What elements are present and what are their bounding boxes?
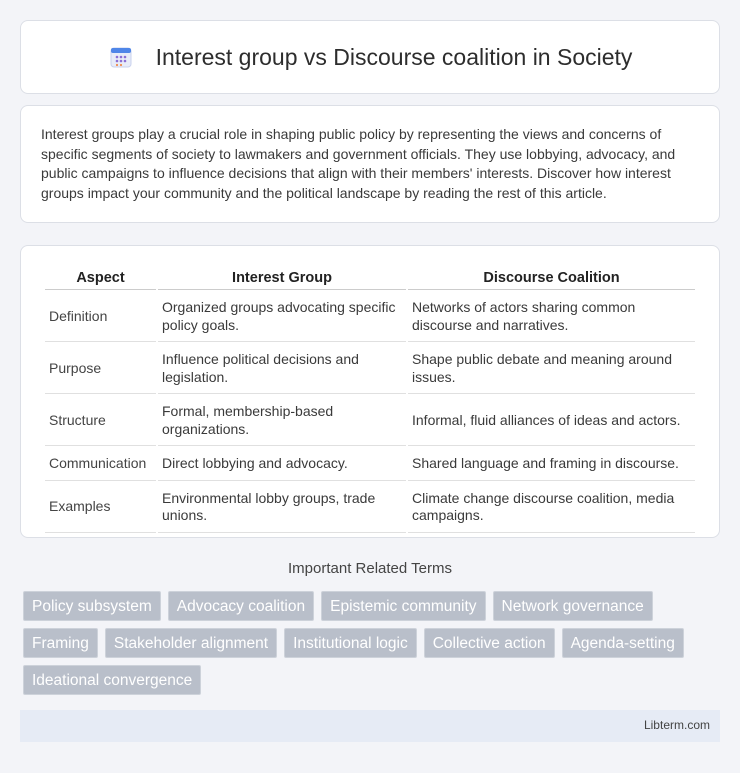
cell-interest-group: Influence political decisions and legislation. bbox=[158, 344, 406, 394]
comparison-table-card bbox=[20, 245, 720, 538]
tag-stakeholder-alignment[interactable]: Stakeholder alignment bbox=[105, 628, 277, 658]
tag-policy-subsystem[interactable]: Policy subsystem bbox=[23, 591, 161, 621]
cell-aspect: Purpose bbox=[45, 344, 156, 394]
table-row bbox=[45, 344, 695, 394]
cell-discourse-coalition: Networks of actors sharing common discourse and narratives. bbox=[408, 292, 695, 342]
table-row bbox=[45, 448, 695, 481]
cell-interest-group: Organized groups advocating specific policy goals. bbox=[158, 292, 406, 342]
column-header-interest-group: Interest Group bbox=[158, 268, 406, 290]
table-row bbox=[45, 483, 695, 533]
tag-advocacy-coalition[interactable]: Advocacy coalition bbox=[168, 591, 314, 621]
tag-agenda-setting[interactable]: Agenda-setting bbox=[562, 628, 684, 658]
cell-discourse-coalition: Climate change discourse coalition, media campaigns. bbox=[408, 483, 695, 533]
cell-discourse-coalition: Shared language and framing in discourse. bbox=[408, 448, 695, 481]
cell-interest-group: Environmental lobby groups, trade unions. bbox=[158, 483, 406, 533]
calendar-grid-icon bbox=[108, 44, 134, 70]
cell-interest-group: Direct lobbying and advocacy. bbox=[158, 448, 406, 481]
tag-framing[interactable]: Framing bbox=[23, 628, 98, 658]
intro-card bbox=[20, 105, 720, 223]
table-row bbox=[45, 396, 695, 446]
intro-paragraph: Interest groups play a crucial role in shaping public policy by representing the views and concerns of specific segments of society to lawmakers and government officials. They use lobbying, advocacy, and public campaigns to influence decisions that align with their members' interests. Discover how interest groups impact your community and the political landscape by reading the rest of this article. bbox=[41, 126, 676, 201]
comparison-table bbox=[43, 266, 697, 535]
related-terms-list bbox=[23, 591, 723, 702]
column-header-discourse-coalition: Discourse Coalition bbox=[408, 268, 695, 290]
cell-aspect: Examples bbox=[45, 483, 156, 533]
related-terms-heading: Important Related Terms bbox=[288, 560, 452, 577]
cell-aspect: Structure bbox=[45, 396, 156, 446]
tag-collective-action[interactable]: Collective action bbox=[424, 628, 555, 658]
column-header-aspect: Aspect bbox=[45, 268, 156, 290]
cell-aspect: Definition bbox=[45, 292, 156, 342]
page-title: Interest group vs Discourse coalition in Society bbox=[155, 43, 633, 70]
cell-aspect: Communication bbox=[45, 448, 156, 481]
tag-network-governance[interactable]: Network governance bbox=[493, 591, 653, 621]
footer-brand-link[interactable]: Libterm.com bbox=[643, 718, 710, 732]
title-card bbox=[20, 20, 720, 94]
tag-institutional-logic[interactable]: Institutional logic bbox=[284, 628, 417, 658]
footer bbox=[20, 710, 720, 742]
table-header-row bbox=[45, 268, 695, 290]
cell-discourse-coalition: Informal, fluid alliances of ideas and actors. bbox=[408, 396, 695, 446]
cell-interest-group: Formal, membership-based organizations. bbox=[158, 396, 406, 446]
tag-ideational-convergence[interactable]: Ideational convergence bbox=[23, 665, 201, 695]
tag-epistemic-community[interactable]: Epistemic community bbox=[321, 591, 485, 621]
cell-discourse-coalition: Shape public debate and meaning around issues. bbox=[408, 344, 695, 394]
table-row bbox=[45, 292, 695, 342]
